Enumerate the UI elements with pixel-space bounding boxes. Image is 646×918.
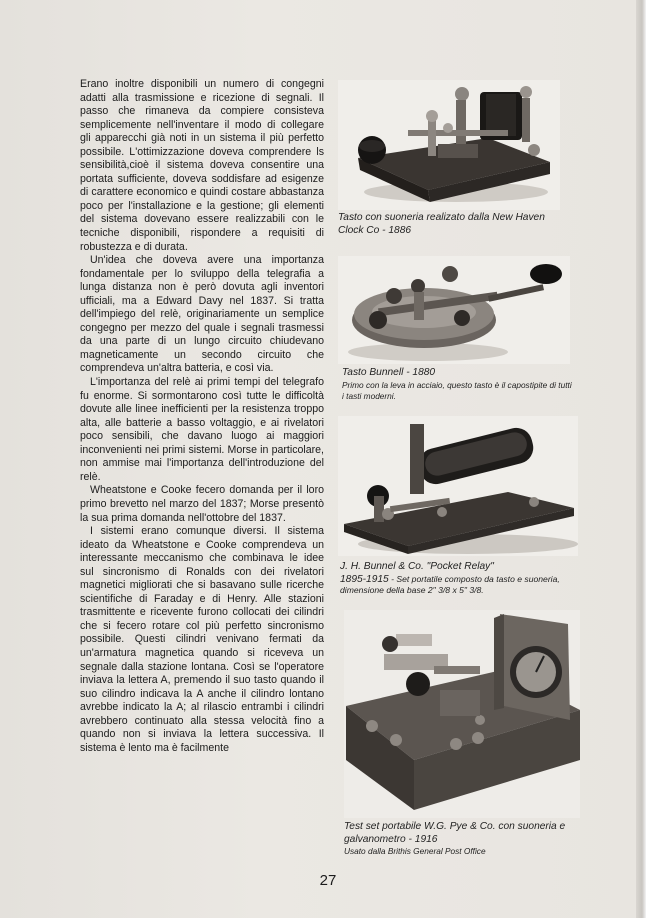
paragraph-3: L'importanza del relè ai primi tempi del telegrafo fu enorme. Si sormontarono così tutte le difficoltà dovute alle linee inefficienti per la resistenza troppo alta, alle batterie a basso voltaggio, e ai rivelatori poco sensibili, che davano luogo ai maggiori inconvenienti nei primi sistemi. Morse in particolare, non ammise mai l'importanza dell'introduzione del relè. bbox=[80, 376, 324, 483]
caption-3-note: - Set portatile composto da tasto e suoneria, dimensione della base 2" 3/8 x 5" 3/8. bbox=[340, 573, 560, 595]
caption-4-note: Usato dalla Brithis General Post Office bbox=[344, 846, 486, 857]
paragraph-2: Un'idea che doveva avere una importanza fondamentale per lo sviluppo della telegrafia a lunga distanza non è però dovuta agli inventori ufficiali, ma a Edward Davy nel 1837. Si tratta dell'impiego del relè, originariamente un semplice congegno per mezzo del quale i segnali trasmessi da una parte di un lungo circuito chiudevano magneticamente un secondo circuito che comprendeva un'altra batteria, e così via. bbox=[80, 254, 324, 375]
caption-2-note: Primo con la leva in acciaio, questo tasto è il capostipite di tutti i tasti moderni. bbox=[342, 379, 572, 401]
caption-4 bbox=[344, 821, 584, 857]
caption-3-years: 1895-1915 bbox=[340, 573, 389, 585]
caption-2 bbox=[342, 367, 574, 402]
caption-3-title: J. H. Bunnel & Co. "Pocket Relay" bbox=[340, 561, 494, 572]
caption-4-title: Test set portabile W.G. Pye & Co. con suoneria e galvanometro - 1916 bbox=[344, 821, 566, 845]
caption-3-note-line bbox=[340, 574, 580, 596]
photo-bunnell-key bbox=[338, 256, 570, 364]
paragraph-5: I sistemi erano comunque diversi. Il sistema ideato da Wheatstone e Cooke comprendeva un interessante meccanismo che combinava le idee sul sincronismo di Ronalds con dei rivelatori magnetici migliorati che si basavano sulle ricerche scientifiche di Faraday e di Henry. Alle stazioni trasmittente e ricevente furono collocati dei cilindri che si fecero rotare col più perfetto sincronismo possibile. Questi cilindri venivano fermati da un'armatura magnetica quando si riceveva un segnale dalla stazione lontana. Così se l'operatore inviava la lettera A, premendo il suo tasto quando il suo cilindro indicava la A anche il cilindro lontano avrebbe indicato la A; al rilascio entrambi i cilindri avrebbero continuato alla stessa velocità fino a quando non si inviava la lettera successiva. Il sistema è lento ma è facilmente bbox=[80, 525, 324, 754]
body-text-column bbox=[80, 78, 324, 755]
caption-1 bbox=[338, 212, 570, 237]
photo-pocket-relay bbox=[338, 416, 578, 556]
paragraph-1: Erano inoltre disponibili un numero di congegni adatti alla trasmissione e ricezione di segnali. Il passo che rimaneva da compiere consisteva semplicemente nell'inventare il modo di collegare gli apparecchi già noti in un sistema il più perfetto possibile. L'ottimizzazione doveva comprendere ls sensibilità,cioè il sistema doveva consentire una portata sufficiente, doveva soddisfare ad esigenze di carattere economico e quindi costare abbastanza poco per l'installazione e la gestione; gli elementi del sistema dovevano essere realizzabili con le tecniche disponibili, rispondere a requisiti di robustezza e di durata. bbox=[80, 78, 324, 253]
paragraph-4: Wheatstone e Cooke fecero domanda per il loro primo brevetto nel marzo del 1837; Morse presentò la sua prima domanda nell'ottobre del 1837. bbox=[80, 484, 324, 524]
photo-new-haven-key bbox=[338, 80, 560, 210]
caption-3 bbox=[340, 561, 580, 596]
caption-1-title: Tasto con suoneria realizato dalla New Haven Clock Co - 1886 bbox=[338, 212, 545, 236]
page-number: 27 bbox=[319, 872, 337, 889]
page-spine-shadow bbox=[636, 0, 646, 918]
caption-2-title: Tasto Bunnell - 1880 bbox=[342, 367, 436, 378]
photo-pye-test-set bbox=[344, 610, 580, 818]
